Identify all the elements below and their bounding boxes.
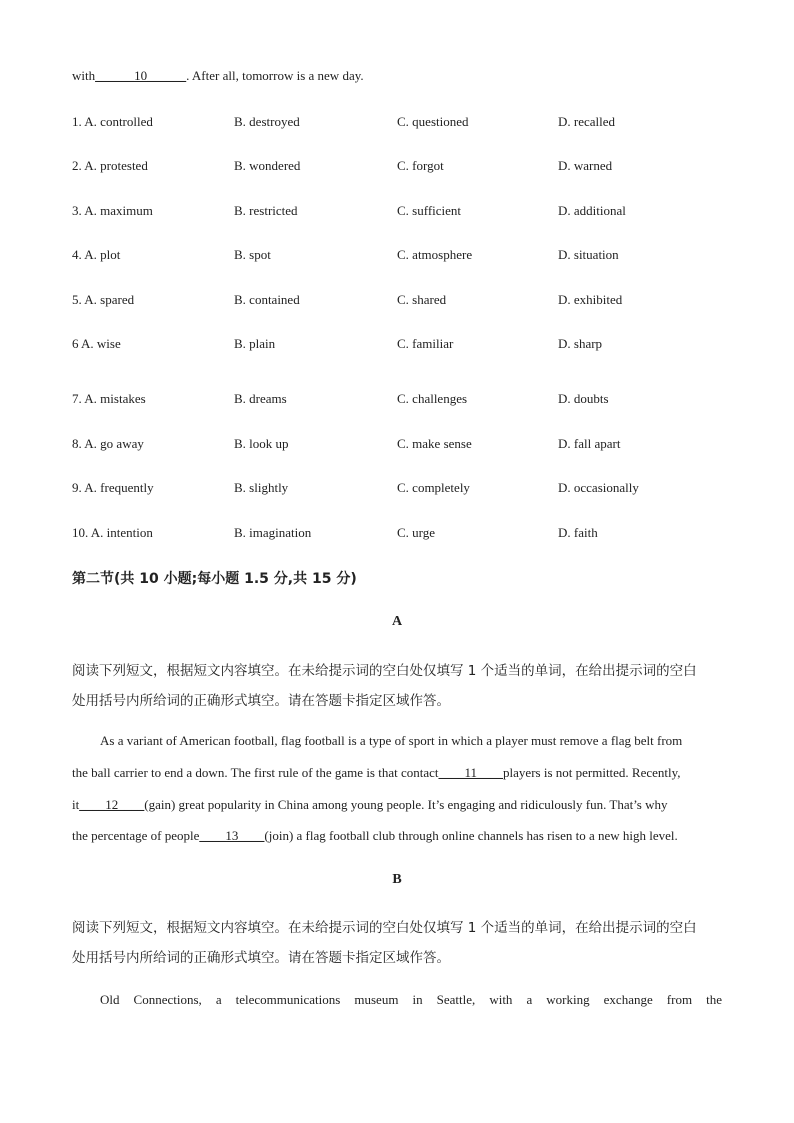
option-b: B. contained bbox=[234, 292, 300, 307]
part-b-paragraph-line-1: Old Connections, a telecommunications museum in Seattle, with a working exchange from the bbox=[100, 992, 722, 1007]
option-row-6 bbox=[72, 336, 722, 356]
part-b-instruction-line-2: 处用括号内所给词的正确形式填空。请在答题卡指定区域作答。 bbox=[72, 950, 450, 966]
option-d: D. faith bbox=[558, 525, 598, 540]
option-b: B. imagination bbox=[234, 525, 312, 540]
question-number: 9. A. bbox=[72, 480, 97, 495]
blank-11: ____11____ bbox=[438, 765, 504, 780]
option-d: D. doubts bbox=[558, 391, 609, 406]
option-row-1 bbox=[72, 114, 722, 134]
option-row-5 bbox=[72, 292, 722, 312]
option-a-text: spared bbox=[100, 292, 135, 307]
option-row-10 bbox=[72, 525, 722, 545]
part-b-instruction-line-1: 阅读下列短文，根据短文内容填空。在未给提示词的空白处仅填写 1 个适当的单词，在给出提示词的空白 bbox=[72, 920, 697, 936]
intro-prefix: with bbox=[72, 68, 96, 83]
option-a bbox=[72, 292, 134, 308]
question-number: 6 A. bbox=[72, 336, 94, 351]
option-c: C. forgot bbox=[397, 158, 444, 173]
part-a-paragraph-line-3: it____12____(gain) great popularity in China among young people. It’s engaging and ridiculously fun. That’s why bbox=[72, 797, 668, 812]
question-number: 3. A. bbox=[72, 203, 97, 218]
option-a-text: go away bbox=[100, 436, 144, 451]
option-a-text: wise bbox=[96, 336, 121, 351]
option-d: D. exhibited bbox=[558, 292, 623, 307]
option-row-4 bbox=[72, 247, 722, 267]
option-a bbox=[72, 336, 121, 352]
option-a bbox=[72, 480, 154, 496]
option-c: C. completely bbox=[397, 480, 470, 495]
option-a-text: mistakes bbox=[100, 391, 146, 406]
option-a-text: plot bbox=[100, 247, 121, 262]
option-b: B. plain bbox=[234, 336, 276, 351]
part-a-instruction-line-1: 阅读下列短文，根据短文内容填空。在未给提示词的空白处仅填写 1 个适当的单词，在给出提示词的空白 bbox=[72, 663, 697, 679]
option-b: B. spot bbox=[234, 247, 271, 262]
part-a-paragraph-line-4: the percentage of people____13____(join) a flag football club through online channels has risen to a new high level. bbox=[72, 828, 678, 843]
option-d: D. warned bbox=[558, 158, 613, 173]
part-a-paragraph-line-2: the ball carrier to end a down. The first rule of the game is that contact____11____players is not permitted. Recently, bbox=[72, 765, 681, 780]
question-number: 2. A. bbox=[72, 158, 97, 173]
option-row-3 bbox=[72, 203, 722, 223]
option-a-text: frequently bbox=[100, 480, 154, 495]
option-d: D. additional bbox=[558, 203, 626, 218]
option-d: D. fall apart bbox=[558, 436, 621, 451]
question-number: 7. A. bbox=[72, 391, 97, 406]
option-c: C. atmosphere bbox=[397, 247, 473, 262]
question-number: 1. A. bbox=[72, 114, 97, 129]
option-c: C. sufficient bbox=[397, 203, 462, 218]
option-a bbox=[72, 158, 148, 174]
option-d: D. sharp bbox=[558, 336, 603, 351]
option-b: B. wondered bbox=[234, 158, 301, 173]
question-number: 10. A. bbox=[72, 525, 104, 540]
option-c: C. shared bbox=[397, 292, 447, 307]
part-a-paragraph-line-1: As a variant of American football, flag football is a type of sport in which a player must remove a flag belt from bbox=[100, 733, 683, 748]
option-a-text: protested bbox=[100, 158, 148, 173]
part-a-label: A bbox=[391, 614, 403, 629]
option-d: D. occasionally bbox=[558, 480, 639, 495]
option-b: B. restricted bbox=[234, 203, 298, 218]
option-a bbox=[72, 436, 144, 452]
option-a bbox=[72, 391, 146, 407]
option-a bbox=[72, 247, 120, 263]
question-number: 8. A. bbox=[72, 436, 97, 451]
section-heading: 第二节(共 10 小题;每小题 1.5 分,共 15 分) bbox=[72, 571, 357, 587]
option-b: B. look up bbox=[234, 436, 289, 451]
option-a bbox=[72, 114, 153, 130]
option-a bbox=[72, 525, 153, 541]
option-a-text: controlled bbox=[100, 114, 153, 129]
option-d: D. situation bbox=[558, 247, 619, 262]
option-c: C. challenges bbox=[397, 391, 468, 406]
option-c: C. familiar bbox=[397, 336, 454, 351]
option-b: B. slightly bbox=[234, 480, 289, 495]
blank-13: ____13____ bbox=[199, 828, 265, 843]
question-number: 4. A. bbox=[72, 247, 97, 262]
option-c: C. urge bbox=[397, 525, 436, 540]
option-a bbox=[72, 203, 153, 219]
part-a-instruction-line-2: 处用括号内所给词的正确形式填空。请在答题卡指定区域作答。 bbox=[72, 693, 450, 709]
question-number: 5. A. bbox=[72, 292, 97, 307]
option-row-7 bbox=[72, 391, 722, 411]
option-row-9 bbox=[72, 480, 722, 500]
option-a-text: maximum bbox=[100, 203, 153, 218]
option-a-text: intention bbox=[106, 525, 153, 540]
option-row-8 bbox=[72, 436, 722, 456]
blank-10: ______10______ bbox=[95, 68, 187, 83]
option-b: B. dreams bbox=[234, 391, 287, 406]
cloze-ending-line bbox=[72, 68, 364, 84]
part-b-label: B bbox=[392, 872, 402, 887]
intro-suffix: . After all, tomorrow is a new day. bbox=[186, 68, 364, 83]
blank-12: ____12____ bbox=[79, 797, 145, 812]
option-c: C. make sense bbox=[397, 436, 472, 451]
option-b: B. destroyed bbox=[234, 114, 300, 129]
option-row-2 bbox=[72, 158, 722, 178]
option-c: C. questioned bbox=[397, 114, 469, 129]
option-d: D. recalled bbox=[558, 114, 616, 129]
